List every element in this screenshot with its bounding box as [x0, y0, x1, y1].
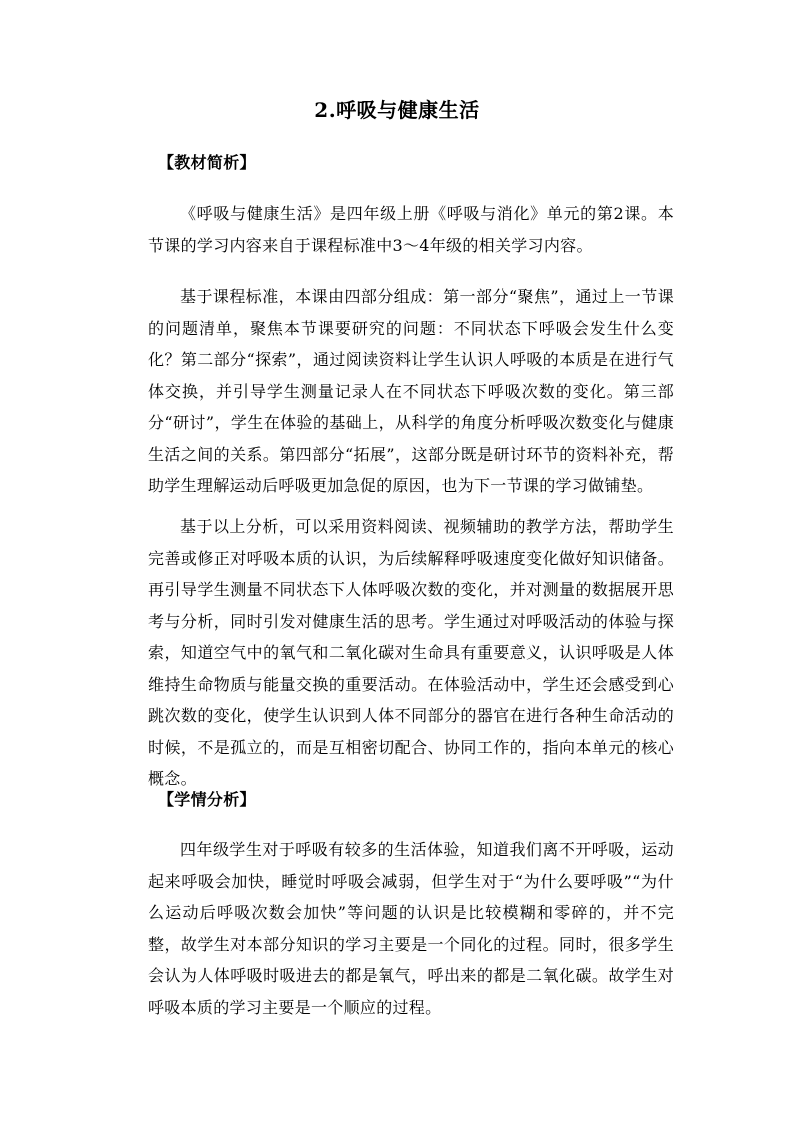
document-title: 2.呼吸与健康生活 [314, 98, 480, 122]
paragraph: 《呼吸与健康生活》是四年级上册《呼吸与消化》单元的第2课。本节课的学习内容来自于课程标准中3～4年级的相关学习内容。 [148, 204, 674, 255]
section-heading-student-analysis: 【学情分析】 [158, 790, 256, 809]
paragraph: 基于课程标准，本课由四部分组成：第一部分“聚焦”，通过上一节课的问题清单，聚焦本节课要研究的问题：不同状态下呼吸会发生什么变化？第二部分“探索”，通过阅读资料让学生认识人呼吸的本质是在进行气体交换，并引导学生测量记录人在不同状态下呼吸次数的变化。第三部分“研讨”，学生在体验的基础上，从科学的角度分析呼吸次数变化与健康生活之间的关系。第四部分“拓展”，这部分既是研讨环节的资料补充，帮助学生理解运动后呼吸更加急促的原因，也为下一节课的学习做铺垫。 [148, 287, 674, 495]
paragraph: 四年级学生对于呼吸有较多的生活体验，知道我们离不开呼吸，运动起来呼吸会加快，睡觉时呼吸会减弱，但学生对于“为什么要呼吸”“为什么运动后呼吸次数会加快”等问题的认识是比较模糊和零碎的，并不完整，故学生对本部分知识的学习主要是一个同化的过程。同时，很多学生会认为人体呼吸时吸进去的都是氧气，呼出来的都是二氧化碳。故学生对呼吸本质的学习主要是一个顺应的过程。 [148, 840, 674, 1017]
paragraph: 基于以上分析，可以采用资料阅读、视频辅助的教学方法，帮助学生完善或修正对呼吸本质的认识，为后续解释呼吸速度变化做好知识储备。再引导学生测量不同状态下人体呼吸次数的变化，并对测量的数据展开思考与分析，同时引发对健康生活的思考。学生通过对呼吸活动的体验与探索，知道空气中的氧气和二氧化碳对生命具有重要意义，认识呼吸是人体维持生命物质与能量交换的重要活动。在体验活动中，学生还会感受到心跳次数的变化，使学生认识到人体不同部分的器官在进行各种生命活动的时候，不是孤立的，而是互相密切配合、协同工作的，指向本单元的核心概念。 [148, 517, 674, 788]
section-heading-textbook-analysis: 【教材简析】 [158, 153, 256, 172]
